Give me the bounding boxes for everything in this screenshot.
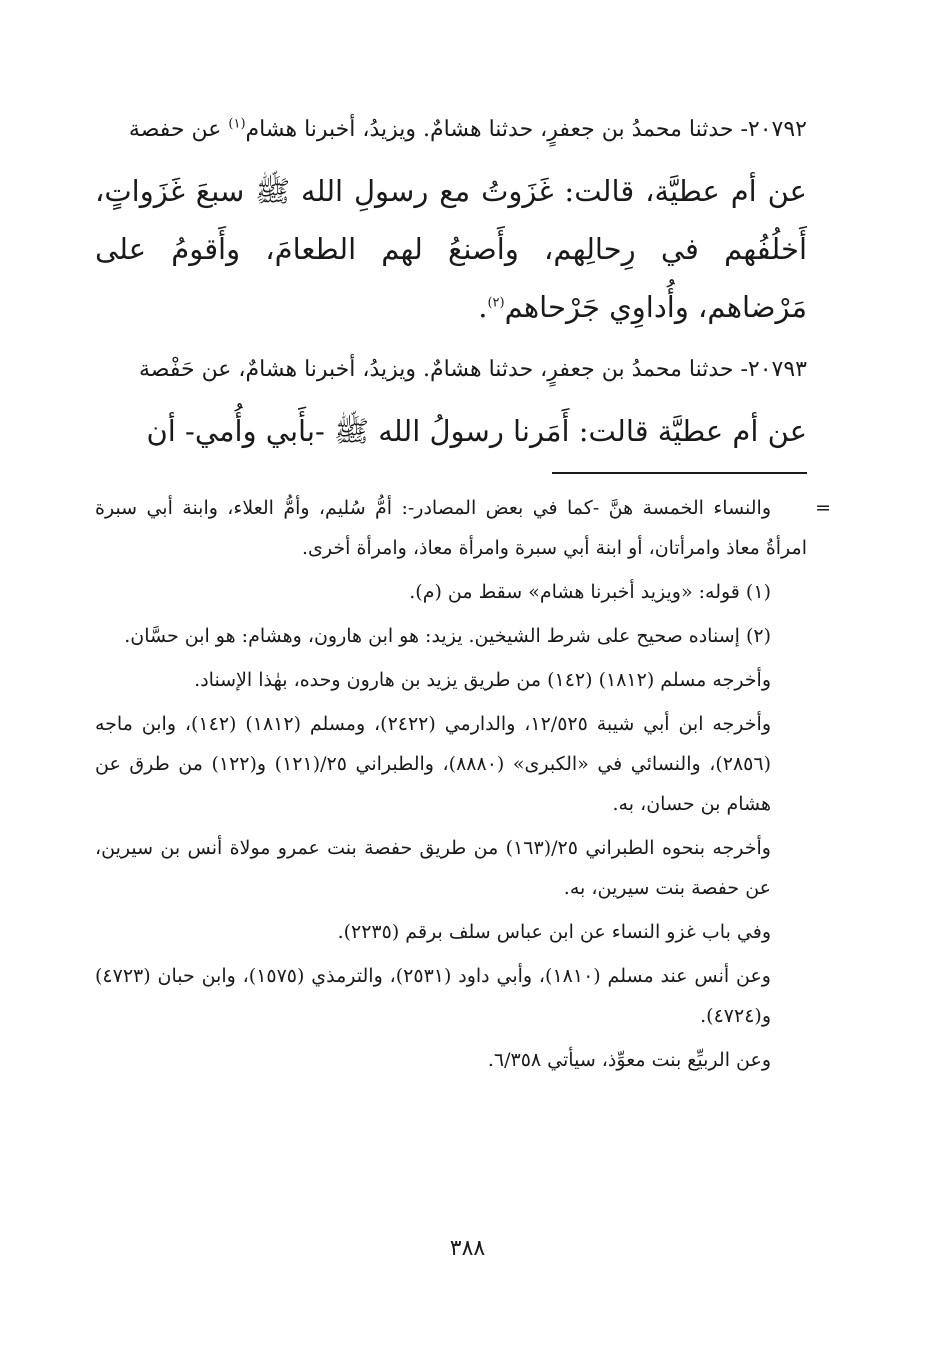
footnote-para-4: وفي باب غزو النساء عن ابن عباس سلف برقم (٢٢٣٥). [337,921,771,943]
isnad-end-text: عن حفصة [128,117,229,142]
footnote-2: (٢) إسناده صحيح على شرط الشيخين. يزيد: هو ابن هارون، وهشام: هو ابن حسَّان. [124,625,771,647]
isnad-text: ٢٠٧٩٢- حدثنا محمدُ بن جعفرٍ، حدثنا هشامٌ. ويزيدُ، أخبرنا هشام [245,117,807,142]
footnote-para-5: وعن أنس عند مسلم (١٨١٠)، وأبي داود (٢٥٣١)، والترمذي (١٥٧٥)، وابن حبان (٤٧٢٣) و(٤٧٢٤). [95,965,771,1027]
continuation-text: والنساء الخمسة هنَّ -كما في بعض المصادر-: أمُّ سُليم، وأمُّ العلاء، وابنة أبي سبرة امرأةُ معاذ وامرأتان، أو ابنة أبي سبرة وامرأة معاذ، وامرأة أخرى. [95,497,807,559]
matn-text: عن أم عطيَّة، قالت: غَزَوتُ مع رسولِ الله ﷺ سبعَ غَزَواتٍ، أَخلُفُهم في رِحالِهم، وأَصنعُ لهم الطعامَ، وأَقومُ على مَرْضاهم، وأُداوِي جَرْحاهم [95,174,807,324]
footnote-para-3: وأخرجه بنحوه الطبراني ٢٥/(١٦٣) من طريق حفصة بنت عمرو مولاة أنس بن سيرين، عن حفصة بنت سيرين، به. [95,837,771,899]
footnote-1: (١) قوله: «ويزيد أخبرنا هشام» سقط من (م). [409,581,771,603]
footnote-para-1: وأخرجه مسلم (١٨١٢) (١٤٢) من طريق يزيد بن هارون وحده، بهٰذا الإسناد. [194,669,771,691]
footnote-para-6: وعن الربيِّع بنت معوِّذ، سيأتي ٦/٣٥٨. [487,1049,771,1071]
continuation-mark: = [815,497,831,519]
page-body [95,108,831,1084]
footnote-continuation [95,488,831,568]
hadith-20792-isnad [95,108,807,152]
footnote-para-2: وأخرجه ابن أبي شيبة ١٢/٥٢٥، والدارمي (٢٤٢٢)، ومسلم (١٨١٢) (١٤٢)، وابن ماجه (٢٨٥٦)، والنسائي في «الكبرى» (٨٨٨٠)، والطبراني ٢٥/(١٢١) و(١٢٢) من طرق عن هشام بن حسان، به. [95,713,772,815]
footnotes-section [95,488,831,1080]
footnote-separator [552,472,807,474]
hadith-20792-matn [95,162,807,336]
footnote-ref-1[interactable]: (١) [228,116,246,132]
hadith-20793-matn: عن أم عطيَّة قالت: أَمَرنا رسولُ الله ﷺ -بأَبي وأُمي- أن [146,414,807,448]
matn-end-text: . [478,290,488,324]
page-number: ٣٨٨ [449,1236,486,1261]
hadith-20793-isnad: ٢٠٧٩٣- حدثنا محمدُ بن جعفرٍ، حدثنا هشامٌ. ويزيدُ، أخبرنا هشامٌ، عن حَفْصة [138,357,807,382]
footnote-ref-2[interactable]: (٢) [487,295,505,311]
